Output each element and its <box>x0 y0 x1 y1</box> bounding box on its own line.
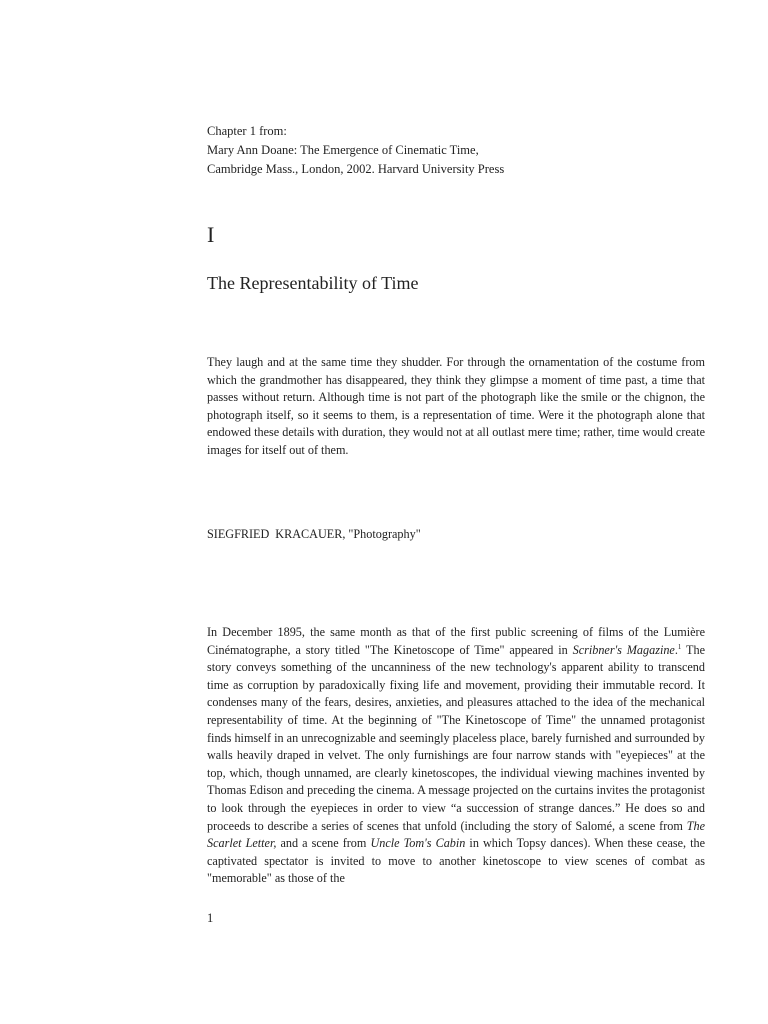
body-text-segment: . <box>674 642 678 657</box>
chapter-title: The Representability of Time <box>207 273 419 293</box>
page-number: 1 <box>207 911 214 925</box>
body-italic-title: Scribner's Magazine <box>572 642 675 657</box>
body-text-segment: and a scene from <box>276 836 371 851</box>
source-note-line: Chapter 1 from: <box>207 124 287 138</box>
footnote-reference[interactable]: 1 <box>677 642 682 651</box>
attribution-author-rest: KRACAUER, "Photography" <box>275 527 421 541</box>
chapter-numeral: I <box>207 222 215 247</box>
body-text-segment: in which Topsy dances). When these cease, the captivated spectator is invited to move to another kinetoscope to view scenes of combat as "memorable" as those of the <box>207 836 705 886</box>
source-note <box>207 122 687 179</box>
epigraph-attribution <box>207 525 421 543</box>
body-italic-title: The Scarlet Letter, <box>207 818 705 851</box>
body-paragraph <box>207 624 705 888</box>
attribution-author-first: SIEGFRIED <box>207 527 270 541</box>
body-text-segment: The story conveys something of the uncanniness of the new technology's apparent ability to transcend time as corruption by paradoxically fixing life and movement, providing their immutable record. It condenses many of the fears, desires, anxieties, and pleasures attached to the idea of the mechanical representability of time. At the beginning of "The Kinetoscope of Time" the unnamed protagonist finds himself in an unrecognizable and seemingly placeless place, barely furnished and surrounded by walls heavily draped in velvet. The only furnishings are four narrow stands with "eyepieces" at the top, which, though unnamed, are clearly kinetoscopes, the individual viewing machines invented by Thomas Edison and preceding the cinema. A message projected on the curtains invites the protagonist to look through the eyepieces in order to view “a succession of strange dances.” He does so and proceeds to describe a series of scenes that unfold (including the story of Salomé, a scene from <box>207 642 705 833</box>
source-note-line: Mary Ann Doane: The Emergence of Cinematic Time, <box>207 143 479 157</box>
body-text-segment: In December 1895, the same month as that of the first public screening of films of the Lumière Cinématographe, a story titled "The Kinetoscope of Time" appeared in <box>207 625 705 657</box>
body-italic-title: Uncle Tom's Cabin <box>370 836 466 851</box>
source-note-line: Cambridge Mass., London, 2002. Harvard University Press <box>207 162 505 176</box>
epigraph-text: They laugh and at the same time they shudder. For through the ornamentation of the costume from which the grandmother has disappeared, they think they glimpse a moment of time past, a time that passes without return. Although time is not part of the photograph like the smile or the chignon, the photograph itself, so it seems to them, is a representation of time. Were it the photograph alone that endowed these details with duration, they would not at all outlast mere time; rather, time would create images for itself out of them. <box>207 355 705 457</box>
